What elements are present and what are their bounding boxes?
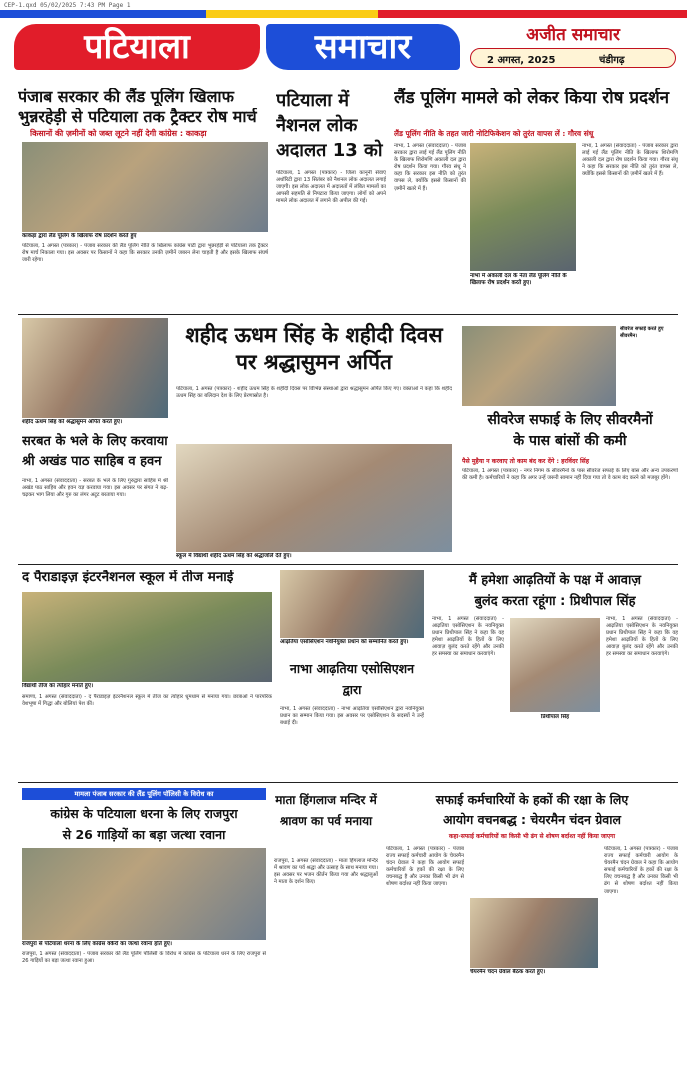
story1-headline-line1: पंजाब सरकार की लैंड पूलिंग खिलाफ [18,88,234,106]
story11-headline: माता हिंगलाज मन्दिर में श्रावण का पर्व मनाया [275,793,377,828]
story6-kicker: पैसे मुहैया न करवाए तो काम बंद कर देंगे : हरविंदर सिंह [462,458,590,465]
story8-body: नाभा, 1 अगस्त (संवाददाता) - आढ़तिया एसोसिएशन के नवनियुक्त प्रधान प्रिथीपाल सिंह ने कहा कि वह हमेशा आढ़तियों के हितों के लिए आवाज़ बुलंद करते रहेंगे और उनकी हर समस्या का समाधान करवाएंगे। [432,616,504,658]
story10-caption: राजपुरा से पटियाला धरना के लिए कांग्रेस वर्करों का जत्था रवाना होते हुए। [22,941,266,949]
story7-photo [22,592,272,682]
story9-photo [280,570,424,638]
story5-headline-line2: श्री अखंड पाठ साहिब व हवन [22,454,162,469]
story4-left-photo [22,318,168,418]
story9-headline-line1: नाभा आढ़तिया एसोसिएशन द्वारा [289,661,415,697]
masthead-city: चंडीगढ़ [599,55,625,66]
story6-headline-line2: के पास बांसों की कमी [513,433,627,449]
story3-body: नाभा, 1 अगस्त (संवाददाता) - पंजाब सरकार द्वारा लाई गई लैंड पूलिंग नीति के खिलाफ शिरोमणि अकाली दल द्वारा रोष प्रदर्शन किया गया। गौरव संधू ने कहा कि सरकार इस नीति को तुरंत वापस ले, क्योंकि इससे किसानों की ज़मीनें खतरे में हैं। [394,143,466,192]
story12-headline-line2: आयोग वचनबद्ध : चेयरमैन चंदन ग्रेवाल [443,812,621,827]
story8-headline-line1: मैं हमेशा आढ़तियों के पक्ष में आवाज़ [468,573,642,588]
story1-headline-line2: भुन्नरहेड़ी से पटियाला तक ट्रैक्टर रोष मार्च [18,108,257,126]
story2-body: पटियाला, 1 अगस्त (पत्रकार) - जिला कानूनी सेवाएं अथॉरिटी द्वारा 13 सितंबर को नैशनल लोक अदालत लगाई जाएगी। इस लोक अदालत में अदालतों में लंबित मामलों का आपसी सहमति से निपटारा किया जाएगा। लोगों को अपने मामले लोक अदालत में लगाने की अपील की गई। [276,170,386,205]
masthead-title-right: समाचार [266,24,460,70]
story4-left-caption: शहीद ऊधम सिंह को श्रद्धासुमन अर्पित करते हुए। [22,419,168,427]
masthead-paper: अजीत समाचार [526,25,620,45]
divider [18,782,678,783]
story4-photo-caption: स्कूल में विद्यार्थी शहीद ऊधम सिंह को श्रद्धांजलि देते हुए। [176,553,452,561]
story8-headline-line2: बुलंद करता रहूंगा : प्रिथीपाल सिंह [474,594,636,609]
story12-headline [386,790,678,830]
story1-photo [22,142,268,232]
masthead-dateline [470,48,676,68]
story10-headline-line1: कांग्रेस के पटियाला धरना के लिए राजपुरा [50,806,238,821]
masthead-stripe [0,10,687,18]
story3-caption: नाभा में अकाली दल के नेता लैंड पूलिंग नीति के खिलाफ रोष प्रदर्शन करते हुए। [470,273,578,287]
story7-headline: द पैराडाइज़ इंटरनैशनल स्कूल में तीज मनाई [22,570,234,585]
page-meta: CEP-1.qxd 05/02/2025 7:43 PM Page 1 [4,2,131,9]
story5-headline [22,432,168,474]
story6-headline-line1: सीवरेज सफाई के लिए सीवरमैनों [487,412,653,428]
story1-caption: काकड़ा द्वारा लैंड पूलिंग के खिलाफ रोष प्रदर्शन करते हुए [22,233,268,241]
story7-caption: विद्यार्थी तीज का त्योहार मनाते हुए। [22,683,272,691]
story11-body: राजपुरा, 1 अगस्त (संवाददाता) - माता हिंगलाज मन्दिर में श्रावण का पर्व श्रद्धा और उत्साह के साथ मनाया गया। इस अवसर पर भजन कीर्तन किया गया और श्रद्धालुओं ने माता के दर्शन किए। [274,858,378,886]
story9-body: नाभा, 1 अगस्त (संवाददाता) - नाभा आढ़तिया एसोसिएशन द्वारा नवनियुक्त प्रधान का सम्मान किया गया। इस अवसर पर एसोसिएशन के सदस्यों ने उन्हें बधाई दी। [280,706,424,727]
story10-banner: मामला पंजाब सरकार की लैंड पूलिंग पॉलिसी के विरोध का [22,788,266,800]
story12-kicker: कहा-सफाई कर्मचारियों का किसी भी ढंग से शोषण बर्दाश्त नहीं किया जाएगा [448,833,616,840]
story6-headline [462,410,678,454]
story1-kicker: किसानों की ज़मीनों को जब्त लूटने नहीं देगी कांग्रेस : काकड़ा [30,129,207,138]
story2-headline: पटियाला में नैशनल लोक अदालत 13 को [276,90,383,161]
story7-body: समाणा, 1 अगस्त (संवाददाता) - द पैराडाइज़ इंटरनैशनल स्कूल में तीज का त्योहार धूमधाम से मनाया गया। छात्राओं ने पारंपरिक वेशभूषा में गिद्धा और बोलियां पेश कीं। [22,694,272,708]
story12-body: पटियाला, 1 अगस्त (पत्रकार) - पंजाब राज्य सफाई कर्मचारी आयोग के चेयरमैन चंदन ग्रेवाल ने कहा कि आयोग सफाई कर्मचारियों के हकों की रक्षा के लिए वचनबद्ध है और उनका किसी भी ढंग से शोषण बर्दाश्त नहीं किया जाएगा। [386,846,464,888]
story3-kicker: लैंड पूलिंग नीति के तहत जारी नोटिफिकेशन को तुरंत वापस लें : गौरव संधू [394,129,594,138]
masthead [0,10,687,74]
story10-headline [22,803,266,845]
story12-body-right: पटियाला, 1 अगस्त (पत्रकार) - पंजाब राज्य सफाई कर्मचारी आयोग के चेयरमैन चंदन ग्रेवाल ने कहा कि आयोग सफाई कर्मचारियों के हकों की रक्षा के लिए वचनबद्ध है और उनका किसी भी ढंग से शोषण बर्दाश्त नहीं किया जाएगा। [604,846,678,895]
story3-photo [470,143,576,271]
story6-side-note: सीवरेज सफाई करते हुए सीवरमैन। [620,326,678,406]
story5-body: नाभा, 1 अगस्त (संवाददाता) - सरबत के भले के लिए गुरुद्वारा साहिब में श्री अखंड पाठ साहिब और हवन यज्ञ करवाया गया। इस अवसर पर संगत ने बढ़-चढ़कर भाग लिया और गुरु का लंगर अटूट बरताया गया। [22,478,168,499]
divider [18,314,678,315]
story10-body: राजपुरा, 1 अगस्त (संवाददाता) - पंजाब सरकार की लैंड पूलिंग पॉलिसी के विरोध में कांग्रेस के पटियाला धरने के लिए राजपुरा से 26 गाड़ियों का बड़ा जत्था रवाना हुआ। [22,951,266,965]
story6-body: पटियाला, 1 अगस्त (पत्रकार) - नगर निगम के सीवरमैनों के पास सीवरेज सफाई के लिए बांस और अन्य उपकरणों की कमी है। कर्मचारियों ने कहा कि अगर उन्हें जरूरी सामान नहीं दिया गया तो वे काम बंद करने को मजबूर होंगे। [462,468,678,482]
story6-photo [462,326,616,406]
divider [18,564,678,565]
story4-body: पटियाला, 1 अगस्त (पत्रकार) - शहीद ऊधम सिंह के शहीदी दिवस पर विभिन्न संस्थाओं द्वारा श्रद्धासुमन अर्पित किए गए। वक्ताओं ने कहा कि शहीद ऊधम सिंह का बलिदान देश के लिए प्रेरणास्रोत है। [176,386,452,400]
story8-body-right: नाभा, 1 अगस्त (संवाददाता) - आढ़तिया एसोसिएशन के नवनियुक्त प्रधान प्रिथीपाल सिंह ने कहा कि वह हमेशा आढ़तियों के हितों के लिए आवाज़ बुलंद करते रहेंगे और उनकी हर समस्या का समाधान करवाएंगे। [606,616,678,658]
story12-headline-line1: सफाई कर्मचारियों के हकों की रक्षा के लिए [435,792,629,807]
story9-caption: आढ़तिया एसोसिएशन नवनियुक्त प्रधान को सम्मानित करते हुए। [280,639,424,655]
story8-photo [510,618,600,712]
story10-headline-line2: से 26 गाड़ियों का बड़ा जत्था रवाना [62,827,226,842]
story10-photo [22,848,266,940]
story5-headline-line1: सरबत के भले के लिए करवाया [22,434,168,449]
story4-photo [176,444,452,552]
story1-body: पटियाला, 1 अगस्त (पत्रकार) - पंजाब सरकार की लैंड पूलिंग नीति के खिलाफ कांग्रेस पार्टी द्वारा भुन्नरहेड़ी से पटियाला तक ट्रैक्टर रोष मार्च निकाला गया। इस अवसर पर किसानों ने कहा कि सरकार उनकी ज़मीनें जबरन लेना चाहती है और इसके खिलाफ संघर्ष जारी रहेगा। [22,243,268,264]
masthead-title-left: पटियाला [14,24,260,70]
story8-caption: प्रिथीपाल सिंह [510,714,600,724]
story9-headline [280,658,424,702]
story12-caption: चेयरमैन चंदन ग्रेवाल बैठक करते हुए। [470,969,598,977]
story4-headline: शहीद ऊधम सिंह के शहीदी दिवस पर श्रद्धासुमन अर्पित [185,323,443,374]
story8-headline [432,570,678,612]
story12-photo [470,898,598,968]
story3-headline: लैंड पूलिंग मामले को लेकर किया रोष प्रदर्शन [394,88,670,108]
story3-body-right: नाभा, 1 अगस्त (संवाददाता) - पंजाब सरकार द्वारा लाई गई लैंड पूलिंग नीति के खिलाफ शिरोमणि अकाली दल द्वारा रोष प्रदर्शन किया गया। गौरव संधू ने कहा कि सरकार इस नीति को तुरंत वापस ले, क्योंकि इससे किसानों की ज़मीनें खतरे में हैं। [582,143,678,178]
masthead-date: 2 अगस्त, 2025 [487,55,556,66]
